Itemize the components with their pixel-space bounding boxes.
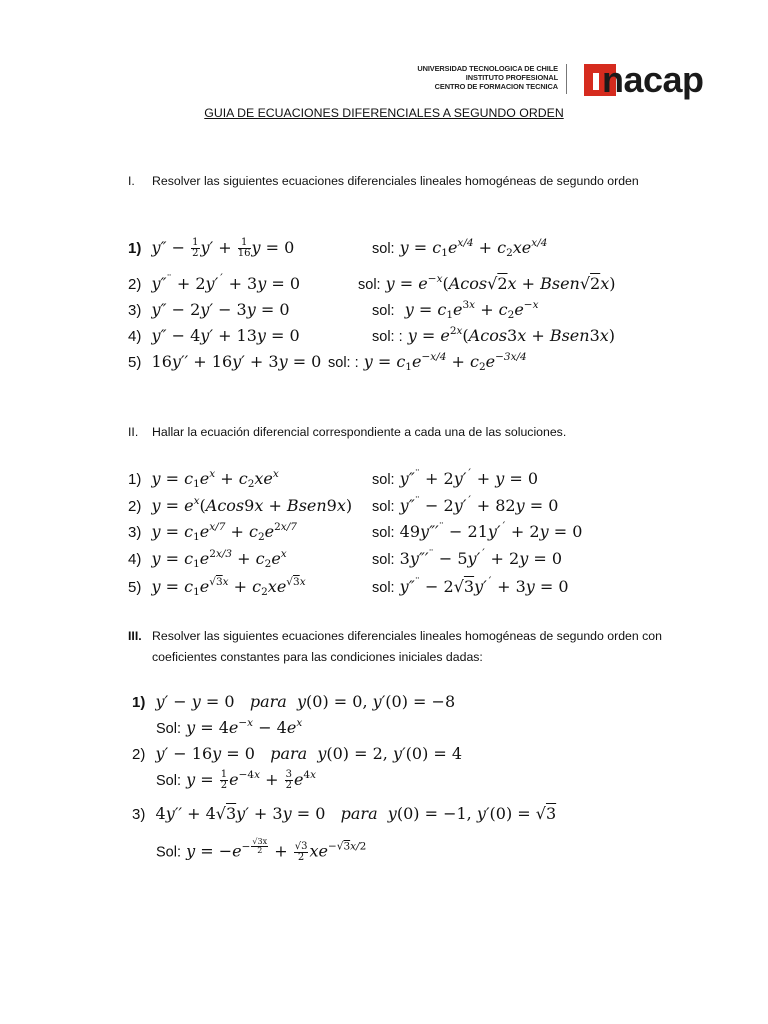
institution-line-2: INSTITUTO PROFESIONAL (465, 73, 558, 82)
solution-2-3: sol: 49y″′¨ − 21y′´ + 2y = 0 (372, 521, 583, 541)
section-3-instructions: Resolver las siguientes ecuaciones diferenciales lineales homogéneas de segundo orden con coeficientes constantes para las condiciones iniciales dadas: (152, 629, 662, 664)
institution-line-3: CENTRO DE FORMACION TECNICA (434, 82, 558, 91)
solution-3-3: Sol: $y = -e^{- \frac{√3x}{2}}$ + $\frac{√3}{2}$ $xe^{-√3x/2}$ (156, 837, 367, 863)
section-2-numeral: II. (128, 425, 139, 439)
header-divider (566, 64, 567, 94)
problem-1-2: 2) y″¨ + 2y′´ + 3y = 0 (128, 273, 301, 293)
problem-1-5: 5) 16y′′ + 16y′ + 3y = 0 (128, 352, 322, 371)
solution-1-2: sol: $y = e^{-x}(Acos√2x$ + Bsen√2x) (358, 273, 616, 293)
problem-3-1: 1) y′ − y = 0 para y(0) = 0, y′(0) = −8 (132, 692, 456, 711)
institution-line-1: UNIVERSIDAD TECNOLOGICA DE CHILE (417, 64, 558, 73)
solution-1-4: sol: : $y = e^{2x}(Acos3x$ + Bsen3x) (372, 325, 616, 345)
solution-2-2: sol: y″¨ − 2y′´ + 82y = 0 (372, 495, 559, 515)
solution-1-1: sol: $y = c_1e^{x/4} + c_2xe^{x/4}$ (372, 237, 548, 259)
problem-1-3: 3) y″ − 2y′ − 3y = 0 (128, 300, 290, 319)
page-title: GUIA DE ECUACIONES DIFERENCIALES A SEGUNDO ORDEN (204, 106, 564, 120)
solution-1-3: sol: $y = c_1e^{3x} + c_2e^{-x}$ (372, 299, 539, 321)
problem-3-3: 3) 4y′′ + 4√3y′ + 3y = 0 para y(0) = −1, y′(0) = √3 (132, 804, 557, 823)
problem-3-2: 2) y′ − 16y = 0 para y(0) = 2, y′(0) = 4 (132, 744, 463, 763)
logo-wordmark: nacap (602, 59, 704, 100)
problem-2-3: 3) $y = c_1e^{x/7} + c_2e^{2x/7}$ (128, 521, 297, 543)
solution-3-2: Sol: y = $\frac{1}{2}$ $e^{-4x}$ + $\frac{3}{2}$ $e^{4x}$ (156, 769, 317, 791)
solution-2-1: sol: y″¨ + 2y′´ + y = 0 (372, 468, 539, 488)
solution-2-4: sol: 3y″′¨ − 5y′´ + 2y = 0 (372, 548, 563, 568)
problem-2-1: 1) $y = c_1e^x + c_2xe^x$ (128, 468, 279, 490)
solution-2-5: sol: y″¨ − 2√3y′´ + 3y = 0 (372, 576, 569, 596)
section-1-numeral: I. (128, 174, 135, 188)
solution-3-1: Sol: $y = 4e^{-x} - 4e^x$ (156, 717, 303, 737)
section-2-instructions: Hallar la ecuación diferencial correspondiente a cada una de las soluciones. (152, 425, 567, 439)
problem-1-1: 1) y″ − $\frac{1}{2}$ y′ + $\frac{1}{16}$ y = 0 (128, 237, 295, 259)
institution-name (417, 64, 558, 91)
problem-2-2: 2) $y = e^x(Acos9x$ + Bsen9x) (128, 495, 353, 515)
section-3-numeral: III. (128, 629, 142, 643)
problem-2-5: 5) $y = c_1e^{√3x} + c_2xe^{√3x}$ (128, 576, 306, 598)
problem-2-4: 4) $y = c_1e^{2x/3} + c_2e^x$ (128, 548, 287, 570)
solution-1-5: sol: : $y = c_1e^{-x/4} + c_2e^{-3x/4}$ (328, 351, 527, 373)
problem-1-4: 4) y″ − 4y′ + 13y = 0 (128, 326, 300, 345)
section-1-instructions: Resolver las siguientes ecuaciones diferenciales lineales homogéneas de segundo orden (152, 174, 639, 188)
